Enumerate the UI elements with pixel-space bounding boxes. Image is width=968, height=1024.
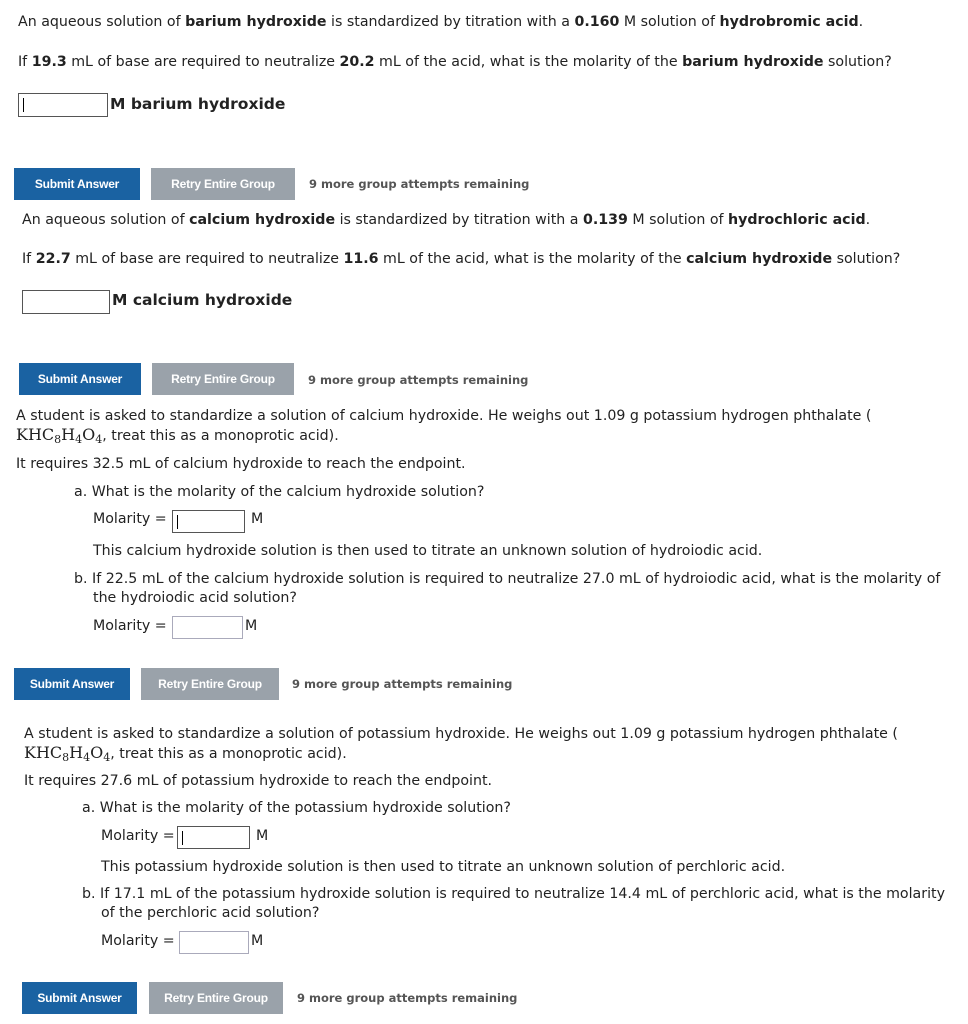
khp-formula: $KHC_8H_4O_4$ — [24, 743, 111, 764]
q1-unit-label: M barium hydroxide — [110, 95, 286, 113]
q4-a-unit: M — [256, 828, 269, 844]
q4-submit-button[interactable]: Submit Answer — [22, 982, 137, 1014]
q3-between-text: This calcium hydroxide solution is then used to titrate an unknown solution of hydroiodic acid. — [93, 543, 763, 559]
q3-a-molarity-input[interactable] — [172, 510, 245, 533]
q2-answer-input[interactable] — [22, 290, 110, 314]
q1-statement: An aqueous solution of barium hydroxide is standardized by titration with a 0.160 M solution of hydrobromic acid. — [18, 14, 864, 30]
q3-retry-button[interactable]: Retry Entire Group — [141, 668, 279, 700]
q4-attempts-remaining: 9 more group attempts remaining — [297, 991, 518, 1005]
q3-a-molarity-label: Molarity = — [93, 511, 167, 527]
q3-b-unit: M — [245, 618, 258, 634]
q2-unit-label: M calcium hydroxide — [112, 291, 293, 309]
q4-a-molarity-input[interactable] — [177, 826, 250, 849]
q4-intro-formula-line: $KHC_8H_4O_4$, treat this as a monoprotic acid). — [24, 743, 347, 764]
q4-part-b-question: b. If 17.1 mL of the potassium hydroxide solution is required to neutralize 14.4 mL of perchloric acid, what is the molarity — [82, 886, 945, 902]
q3-part-b-question-cont: the hydroiodic acid solution? — [93, 590, 297, 606]
q2-submit-button[interactable]: Submit Answer — [19, 363, 141, 395]
q1-answer-input[interactable] — [18, 93, 108, 117]
q4-a-molarity-label: Molarity = — [101, 828, 175, 844]
q4-b-unit: M — [251, 933, 264, 949]
q4-endpoint: It requires 27.6 mL of potassium hydroxide to reach the endpoint. — [24, 773, 493, 789]
q3-a-unit: M — [251, 511, 264, 527]
q4-b-molarity-label: Molarity = — [101, 933, 175, 949]
q4-b-molarity-input[interactable] — [179, 931, 249, 954]
q4-between-text: This potassium hydroxide solution is then used to titrate an unknown solution of perchloric acid. — [101, 859, 786, 875]
q1-question: If 19.3 mL of base are required to neutralize 20.2 mL of the acid, what is the molarity of the barium hydroxide solution? — [18, 54, 892, 70]
q3-part-a-question: a. What is the molarity of the calcium hydroxide solution? — [74, 484, 485, 500]
q3-intro: A student is asked to standardize a solution of calcium hydroxide. He weighs out 1.09 g potassium hydrogen phthalate ( — [16, 408, 872, 424]
q2-attempts-remaining: 9 more group attempts remaining — [308, 373, 529, 387]
khp-formula: $KHC_8H_4O_4$ — [16, 425, 103, 446]
q2-statement: An aqueous solution of calcium hydroxide is standardized by titration with a 0.139 M solution of hydrochloric acid. — [22, 212, 871, 228]
q3-b-molarity-input[interactable] — [172, 616, 243, 639]
q2-retry-button[interactable]: Retry Entire Group — [152, 363, 294, 395]
q3-endpoint: It requires 32.5 mL of calcium hydroxide to reach the endpoint. — [16, 456, 466, 472]
q4-intro: A student is asked to standardize a solution of potassium hydroxide. He weighs out 1.09 g potassium hydrogen phthalate ( — [24, 726, 898, 742]
q4-retry-button[interactable]: Retry Entire Group — [149, 982, 283, 1014]
q2-question: If 22.7 mL of base are required to neutralize 11.6 mL of the acid, what is the molarity of the calcium hydroxide solution? — [22, 251, 901, 267]
q1-retry-button[interactable]: Retry Entire Group — [151, 168, 295, 200]
q1-attempts-remaining: 9 more group attempts remaining — [309, 177, 530, 191]
q3-intro-formula-line: $KHC_8H_4O_4$, treat this as a monoprotic acid). — [16, 425, 339, 446]
q3-attempts-remaining: 9 more group attempts remaining — [292, 677, 513, 691]
q4-part-b-question-cont: of the perchloric acid solution? — [101, 905, 320, 921]
q3-submit-button[interactable]: Submit Answer — [14, 668, 130, 700]
q1-submit-button[interactable]: Submit Answer — [14, 168, 140, 200]
q3-part-b-question: b. If 22.5 mL of the calcium hydroxide solution is required to neutralize 27.0 mL of hydroiodic acid, what is the molarity of — [74, 571, 941, 587]
q4-part-a-question: a. What is the molarity of the potassium hydroxide solution? — [82, 800, 511, 816]
q3-b-molarity-label: Molarity = — [93, 618, 167, 634]
